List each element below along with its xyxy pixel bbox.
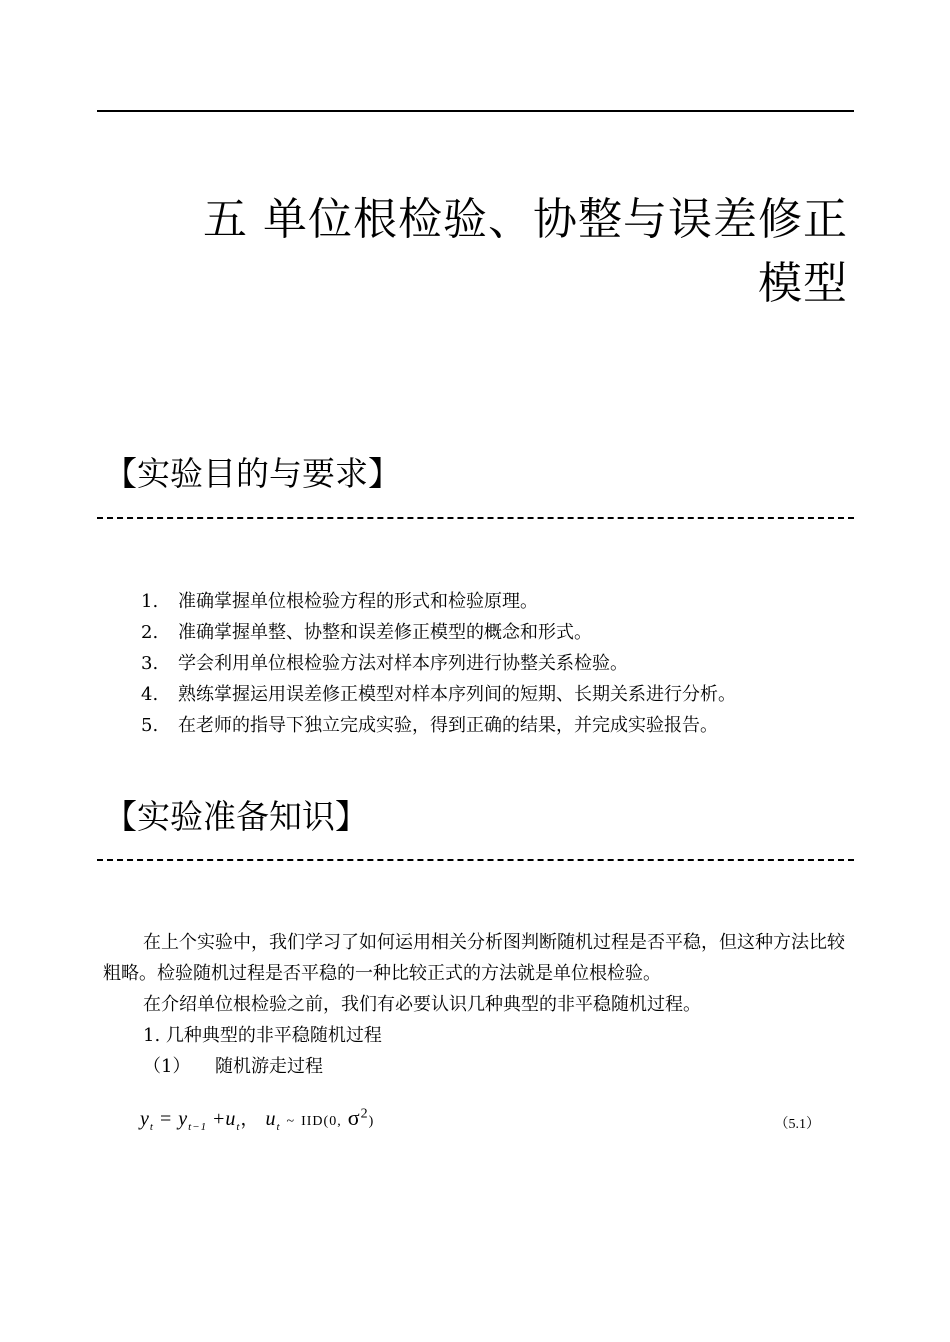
list-item-number: 2.	[141, 622, 159, 643]
section-divider-goals	[97, 517, 854, 519]
list-item-number: 5.	[141, 715, 159, 736]
goals-list	[141, 586, 736, 741]
top-horizontal-rule	[97, 110, 854, 112]
list-item-text: 准确掌握单整、协整和误差修正模型的概念和形式。	[178, 622, 592, 643]
section-heading-prep: 【实验准备知识】	[104, 797, 368, 836]
equation-body	[140, 1105, 375, 1133]
equation-symbol: y	[140, 1108, 150, 1130]
section-heading-goals: 【实验目的与要求】	[104, 454, 401, 493]
equation-symbol: u	[265, 1108, 277, 1130]
list-item	[141, 710, 736, 741]
list-item	[141, 648, 736, 679]
equation-superscript: 2	[360, 1106, 369, 1122]
paragraph-intro: 在上个实验中，我们学习了如何运用相关分析图判断随机过程是否平稳，但这种方法比较粗略。检验随机过程是否平稳的一种比较正式的方法就是单位根检验。	[103, 932, 845, 984]
sub-subsection-heading	[103, 1051, 853, 1082]
equation-sigma: σ	[347, 1105, 361, 1130]
prep-body	[103, 927, 853, 1082]
equation-close-paren: )	[368, 1114, 375, 1129]
equation-subscript: t−1	[188, 1121, 208, 1133]
list-item-text: 在老师的指导下独立完成实验，得到正确的结果，并完成实验报告。	[178, 715, 718, 736]
subsection-heading: 1. 几种典型的非平稳随机过程	[143, 1025, 382, 1046]
equation-subscript: t	[276, 1121, 281, 1133]
section-divider-prep	[97, 859, 854, 861]
equation-operator: +	[213, 1108, 226, 1130]
equation-number: （5.1）	[774, 1117, 820, 1132]
equation-subscript: t	[236, 1121, 241, 1133]
chapter-title-line-2: 模型	[758, 258, 848, 309]
list-item-number: 1.	[141, 591, 159, 612]
chapter-title-line-1: 五 单位根检验、协整与误差修正	[203, 194, 848, 245]
equation-separator: ，	[240, 1109, 260, 1129]
list-item	[141, 586, 736, 617]
equation-tilde: ~	[286, 1114, 296, 1129]
sub-subsection-label: （1）	[143, 1056, 191, 1077]
list-item-text: 学会利用单位根检验方法对样本序列进行协整关系检验。	[178, 653, 628, 674]
list-item-text: 准确掌握单位根检验方程的形式和检验原理。	[178, 591, 538, 612]
equation-operator: =	[159, 1108, 173, 1130]
paragraph-transition: 在介绍单位根检验之前，我们有必要认识几种典型的非平稳随机过程。	[143, 994, 701, 1015]
chapter-title	[128, 188, 848, 316]
equation-symbol: y	[178, 1108, 189, 1130]
equation-iid: IID(0,	[301, 1114, 342, 1129]
list-item-number: 3.	[141, 653, 159, 674]
list-item-text: 熟练掌握运用误差修正模型对样本序列间的短期、长期关系进行分析。	[178, 684, 736, 705]
list-item-number: 4.	[141, 684, 159, 705]
equation-subscript: t	[149, 1121, 154, 1133]
equation-5-1	[140, 1105, 820, 1145]
sub-subsection-text: 随机游走过程	[215, 1056, 323, 1077]
equation-symbol: u	[225, 1108, 237, 1130]
list-item	[141, 617, 736, 648]
list-item	[141, 679, 736, 710]
